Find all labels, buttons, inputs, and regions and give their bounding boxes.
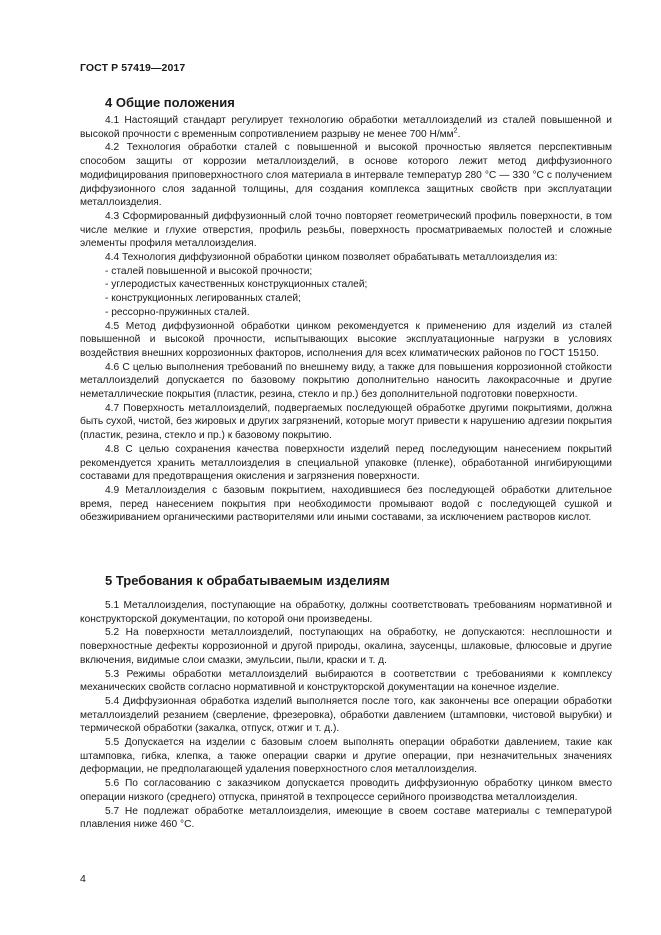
paragraph-5-6: 5.6 По согласованию с заказчиком допускается проводить диффузионную обработку цинком вместо операции низкого (среднего) отпуска, принятой в техпроцессе серийного производства металлоизделия. xyxy=(80,778,612,803)
section-5-title: 5 Требования к обрабатываемым изделиям xyxy=(105,573,390,588)
paragraph-4-8: 4.8 С целью сохранения качества поверхности изделий перед последующим нанесением покрытий рекомендуется хранить металлоизделия в специальной упаковке (пленке), обработанной ингибирующими составами для предотвращения окисления и загрязнения поверхности. xyxy=(80,443,612,483)
paragraph-5-1: 5.1 Металлоизделия, поступающие на обработку, должны соответствовать требованиям нормативной и конструкторской документации, по которой они произведены. xyxy=(80,600,612,625)
section-4-body xyxy=(80,114,612,525)
list-item: - рессорно-пружинных сталей. xyxy=(105,306,250,318)
section-4-title: 4 Общие положения xyxy=(105,95,235,110)
page-number: 4 xyxy=(80,873,86,885)
list-item: - сталей повышенной и высокой прочности; xyxy=(105,265,313,277)
paragraph-4-1-end: . xyxy=(457,128,461,140)
paragraph-5-5: 5.5 Допускается на изделии с базовым слоем выполнять операции обработки давлением, такие как штамповка, гибка, клепка, а также операции сварки и другие операции, при незначительных значениях деформации, не предполагающей удаления поверхностного слоя металлоизделия. xyxy=(80,737,612,776)
paragraph-4-4: 4.4 Технология диффузионной обработки цинком позволяет обрабатывать металлоизделия из: xyxy=(105,252,558,264)
section-5-body xyxy=(80,599,612,832)
paragraph-4-6: 4.6 С целью выполнения требований по внешнему виду, а также для повышения коррозионной стойкости металлоизделий допускается по базовому покрытию дополнительно наносить лакокрасочные и другие неметаллические покрытия (пластик, резина, стекло и пр.) без дополнительной подготовки поверхности. xyxy=(80,361,612,401)
paragraph-4-2: 4.2 Технология обработки сталей с повышенной и высокой прочностью является перспективным способом защиты от коррозии металлоизделий, в основе которого лежит метод диффузионного модифицирования приповерхностного слоя материала в интервале температур 280 °С — 330 °С с получением диффузионного слоя заданной толщины, для создания комплекса защитных свойств при эксплуатации металлоизделия. xyxy=(80,142,612,209)
list-item: - конструкционных легированных сталей; xyxy=(105,293,301,305)
superscript: 2 xyxy=(453,127,458,135)
paragraph-4-5: 4.5 Метод диффузионной обработки цинком рекомендуется к применению для изделий из сталей повышенной и высокой прочности, испытывающих высокие эксплуатационные нагрузки в условиях воздействия внешних коррозионных факторов, исполнения для всех климатических районов по ГОСТ 15150. xyxy=(80,320,612,359)
paragraph-4-7: 4.7 Поверхность металлоизделий, подвергаемых последующей обработке другими покрытиями, должна быть сухой, чистой, без жировых и других загрязнений, которые могут привести к нарушению адгезии покрытия (пластик, резина, стекло и пр.) к базовому покрытию. xyxy=(80,402,612,442)
paragraph-4-1 xyxy=(80,114,612,141)
paragraph-5-2: 5.2 На поверхности металлоизделий, поступающих на обработку, не допускаются: несплошности и поверхностные дефекты коррозионной и другой природы, окалина, заусенцы, шлаковые, флюсовые и другие включения, видимые слои смазки, эмульсии, пыли, краски и т. д. xyxy=(80,627,612,666)
paragraph-5-7: 5.7 Не подлежат обработке металлоизделия, имеющие в своем составе материалы с температурой плавления ниже 460 °С. xyxy=(80,805,612,831)
paragraph-4-9: 4.9 Металлоизделия с базовым покрытием, находившиеся без последующей обработки длительное время, перед нанесением покрытия при необходимости промывают водой с последующей сушкой и обезжириванием органическими растворителями или иными составами, за исключением растворов кислот. xyxy=(80,484,612,524)
paragraph-4-3: 4.3 Сформированный диффузионный слой точно повторяет геометрический профиль поверхности, в том числе мелкие и глухие отверстия, профиль резьбы, поверхность просматриваемых полостей и сложные элементы профиля металлоизделия. xyxy=(80,210,612,250)
list-item: - углеродистых качественных конструкционных сталей; xyxy=(105,279,368,291)
paragraph-4-1-text: 4.1 Настоящий стандарт регулирует технологию обработки металлоизделий из сталей повышенной и высокой прочности с временным сопротивлением разрыву не менее 700 Н/мм xyxy=(80,115,612,140)
document-header: ГОСТ Р 57419—2017 xyxy=(80,62,186,74)
paragraph-5-3: 5.3 Режимы обработки металлоизделий выбираются в соответствии с требованиями к комплексу механических свойств согласно нормативной и конструкторской документации на конечное изделие. xyxy=(80,668,612,694)
paragraph-5-4: 5.4 Диффузионная обработка изделий выполняется после того, как закончены все операции обработки металлоизделий резанием (сверление, фрезеровка), обработки давлением (штамповки, чистовой вырубки) и термической обработки (закалка, отпуск, отжиг и т. д.). xyxy=(80,695,612,735)
